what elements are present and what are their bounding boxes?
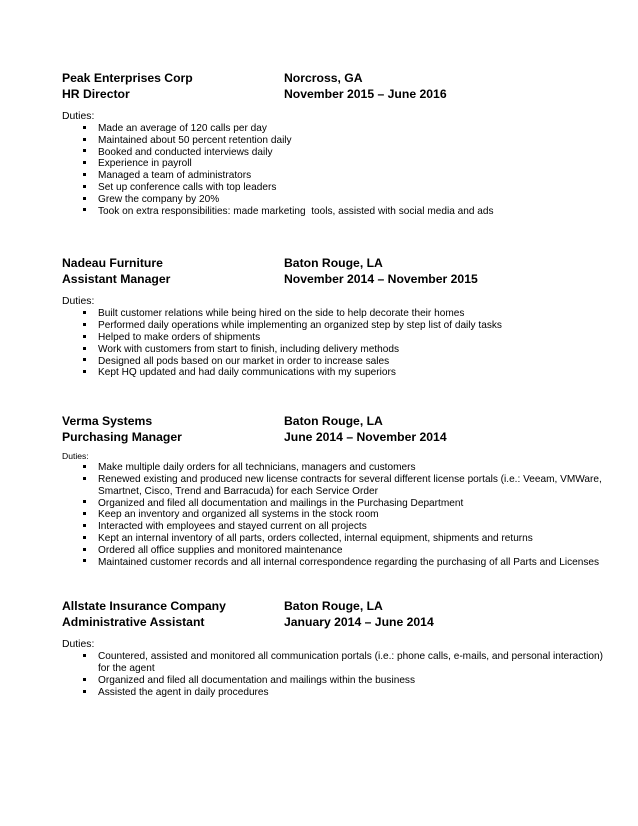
duty-item — [62, 158, 608, 170]
job-entry — [62, 413, 608, 568]
bullet-icon — [80, 498, 88, 510]
duty-item — [62, 308, 608, 320]
duty-item — [62, 123, 608, 135]
job-entry — [62, 255, 608, 379]
duty-item — [62, 344, 608, 356]
duty-item — [62, 533, 608, 545]
job-dates: November 2014 – November 2015 — [284, 272, 478, 287]
bullet-icon — [80, 135, 88, 147]
duty-item — [62, 687, 608, 699]
duty-item — [62, 194, 608, 206]
duty-text: Make multiple daily orders for all technicians, managers and customers — [98, 462, 416, 474]
duty-text: Built customer relations while being hired on the side to help decorate their homes — [98, 308, 465, 320]
job-title: Assistant Manager — [62, 272, 171, 287]
company-name: Verma Systems — [62, 414, 153, 429]
bullet-icon — [80, 206, 88, 218]
bullet-icon — [80, 509, 88, 521]
duty-item — [62, 498, 608, 510]
bullet-icon — [80, 356, 88, 368]
duty-text: Designed all pods based on our market in order to increase sales — [98, 355, 390, 367]
duty-text: Grew the company by 20% — [98, 193, 220, 205]
job-header — [62, 70, 608, 102]
duty-item — [62, 462, 608, 474]
job-location: Baton Rouge, LA — [284, 256, 383, 271]
duty-text: Work with customers from start to finish, including delivery methods — [98, 343, 400, 355]
duties-label: Duties: — [62, 111, 95, 122]
duty-text: Organized and filed all documentation and mailings in the Purchasing Department — [98, 497, 464, 509]
duties-list — [62, 462, 608, 568]
duty-text: Kept HQ updated and had daily communications with my superiors — [98, 367, 396, 379]
duty-item — [62, 521, 608, 533]
duty-text: Kept an internal inventory of all parts, orders collected, internal equipment, shipments and returns — [98, 532, 533, 544]
duty-item — [62, 206, 608, 218]
duty-text: Countered, assisted and monitored all communication portals (i.e.: phone calls, e-mails, and personal interaction) for the agent — [98, 651, 606, 675]
duty-text: Booked and conducted interviews daily — [98, 146, 273, 158]
bullet-icon — [80, 194, 88, 206]
job-entry — [62, 598, 608, 698]
duty-text: Took on extra responsibilities: made marketing tools, assisted with social media and ads — [98, 205, 494, 217]
bullet-icon — [80, 521, 88, 533]
duty-item — [62, 170, 608, 182]
bullet-icon — [80, 170, 88, 182]
duty-item — [62, 545, 608, 557]
duty-text: Renewed existing and produced new license contracts for several different license portals (i.e.: Veeam, VMWare, Smartnet, Cisco, Trend and Barracuda) for each Service Order — [98, 473, 605, 497]
duties-list — [62, 651, 608, 698]
job-title: Administrative Assistant — [62, 615, 205, 630]
bullet-icon — [80, 474, 88, 486]
duty-item — [62, 557, 608, 569]
duty-item — [62, 182, 608, 194]
duty-item — [62, 135, 608, 147]
bullet-icon — [80, 545, 88, 557]
bullet-icon — [80, 651, 88, 663]
job-location: Norcross, GA — [284, 71, 363, 85]
duty-item — [62, 509, 608, 521]
bullet-icon — [80, 332, 88, 344]
duty-text: Interacted with employees and stayed current on all projects — [98, 521, 367, 533]
duty-text: Performed daily operations while implementing an organized step by step list of daily tasks — [98, 320, 502, 332]
duties-label: Duties: — [62, 451, 89, 462]
job-dates: January 2014 – June 2014 — [284, 615, 434, 630]
duty-text: Helped to make orders of shipments — [98, 331, 261, 343]
duties-label: Duties: — [62, 296, 95, 308]
job-header — [62, 598, 608, 630]
duty-text: Maintained customer records and all internal correspondence regarding the purchasing of all Parts and Licenses — [98, 556, 600, 568]
bullet-icon — [80, 182, 88, 194]
duty-text: Set up conference calls with top leaders — [98, 181, 277, 193]
duty-item — [62, 320, 608, 332]
company-name: Peak Enterprises Corp — [62, 71, 193, 85]
job-entry — [62, 70, 608, 217]
duty-item — [62, 474, 608, 498]
bullet-icon — [80, 308, 88, 320]
bullet-icon — [80, 158, 88, 170]
duty-item — [62, 147, 608, 159]
duty-text: Maintained about 50 percent retention daily — [98, 134, 292, 146]
duty-text: Experience in payroll — [98, 158, 192, 170]
duty-text: Ordered all office supplies and monitored maintenance — [98, 544, 343, 556]
duty-item — [62, 651, 608, 675]
bullet-icon — [80, 123, 88, 135]
duty-text: Managed a team of administrators — [98, 170, 252, 182]
bullet-icon — [80, 344, 88, 356]
job-dates: November 2015 – June 2016 — [284, 87, 447, 101]
bullet-icon — [80, 367, 88, 379]
bullet-icon — [80, 147, 88, 159]
job-header — [62, 413, 608, 445]
job-header — [62, 255, 608, 287]
work-experience — [62, 70, 608, 699]
duties-label: Duties: — [62, 639, 95, 651]
duty-item — [62, 675, 608, 687]
job-dates: June 2014 – November 2014 — [284, 430, 447, 445]
job-title: Purchasing Manager — [62, 430, 182, 445]
bullet-icon — [80, 557, 88, 569]
duty-item — [62, 356, 608, 368]
duties-list — [62, 123, 608, 217]
bullet-icon — [80, 462, 88, 474]
duty-text: Organized and filed all documentation and mailings within the business — [98, 674, 416, 686]
duty-text: Made an average of 120 calls per day — [98, 123, 267, 134]
company-name: Allstate Insurance Company — [62, 599, 226, 614]
duties-list — [62, 308, 608, 379]
bullet-icon — [80, 675, 88, 687]
duty-text: Keep an inventory and organized all systems in the stock room — [98, 509, 379, 521]
duty-item — [62, 367, 608, 379]
job-title: HR Director — [62, 87, 130, 101]
bullet-icon — [80, 687, 88, 699]
duty-text: Assisted the agent in daily procedures — [98, 686, 269, 698]
company-name: Nadeau Furniture — [62, 256, 163, 271]
job-location: Baton Rouge, LA — [284, 599, 383, 614]
bullet-icon — [80, 320, 88, 332]
job-location: Baton Rouge, LA — [284, 414, 383, 429]
duty-item — [62, 332, 608, 344]
bullet-icon — [80, 533, 88, 545]
